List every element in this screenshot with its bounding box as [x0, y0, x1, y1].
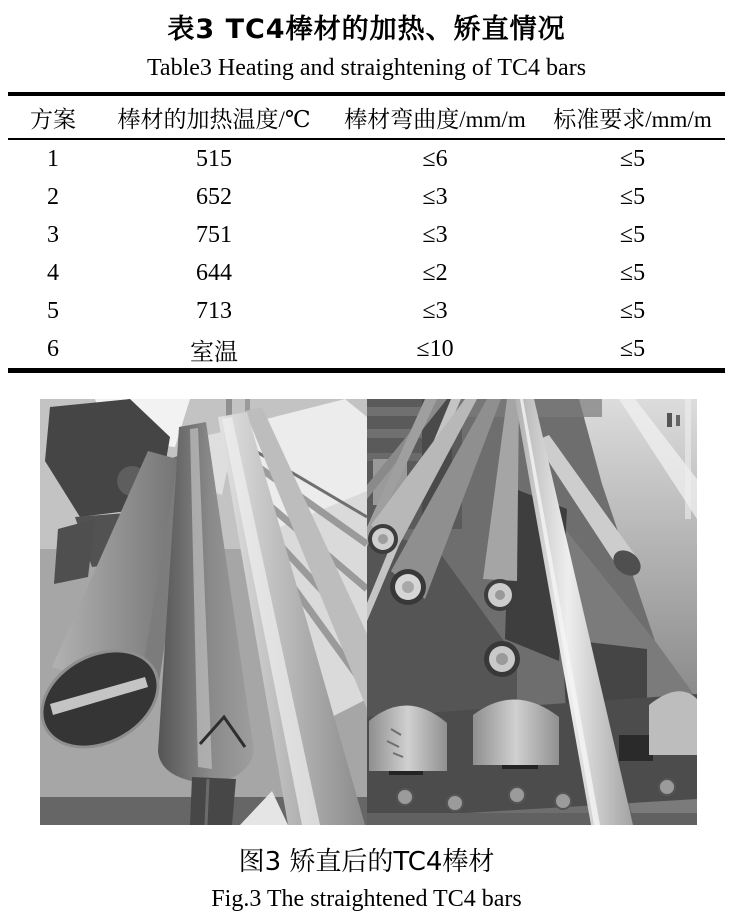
cell-temperature: 713: [196, 297, 232, 324]
cell-scheme: 6: [47, 335, 59, 362]
cell-bending: ≤6: [422, 145, 448, 172]
cell-temperature: 652: [196, 183, 232, 210]
cell-standard: ≤5: [619, 335, 646, 362]
table-row: [8, 216, 725, 254]
cell-bending: ≤3: [422, 297, 448, 324]
cell-scheme: 3: [47, 221, 59, 248]
table-title-zh: 表3 TC4棒材的加热、矫直情况: [167, 14, 566, 45]
left-photo-bars-upward: [40, 399, 367, 825]
figure-caption-zh: 图3 矫直后的TC4棒材: [238, 847, 495, 877]
table-row: [8, 139, 725, 178]
right-photo-bars-on-rollers: [367, 399, 697, 825]
cell-temperature: 751: [196, 221, 232, 248]
table-row: [8, 330, 725, 371]
cell-scheme: 2: [47, 183, 59, 210]
table-row: [8, 254, 725, 292]
col-header-bending: 棒材弯曲度/mm/m: [330, 94, 540, 139]
table-header-row: [8, 94, 725, 139]
cell-temperature: 室温: [190, 339, 238, 366]
cell-bending: ≤2: [422, 259, 448, 286]
table-title-en: Table3 Heating and straightening of TC4 bars: [146, 55, 587, 81]
cell-bending: ≤3: [422, 221, 448, 248]
cell-standard: ≤5: [619, 145, 646, 172]
cell-bending: ≤10: [416, 335, 454, 362]
col-header-temperature: 棒材的加热温度/℃: [98, 94, 330, 139]
cell-temperature: 515: [196, 145, 232, 172]
col-header-scheme: 方案: [8, 94, 98, 139]
cell-scheme: 5: [47, 297, 59, 324]
heating-straightening-table: [8, 92, 725, 373]
table-row: [8, 178, 725, 216]
table-row: [8, 292, 725, 330]
cell-temperature: 644: [196, 259, 232, 286]
cell-bending: ≤3: [422, 183, 448, 210]
cell-standard: ≤5: [619, 297, 646, 324]
cell-standard: ≤5: [619, 221, 646, 248]
cell-scheme: 1: [47, 145, 59, 172]
cell-standard: ≤5: [619, 183, 646, 210]
cell-standard: ≤5: [619, 259, 646, 286]
cell-scheme: 4: [47, 259, 59, 286]
figure-caption-en: Fig.3 The straightened TC4 bars: [211, 886, 522, 912]
col-header-standard: 标准要求/mm/m: [540, 94, 725, 139]
figure-photos: [40, 399, 697, 825]
